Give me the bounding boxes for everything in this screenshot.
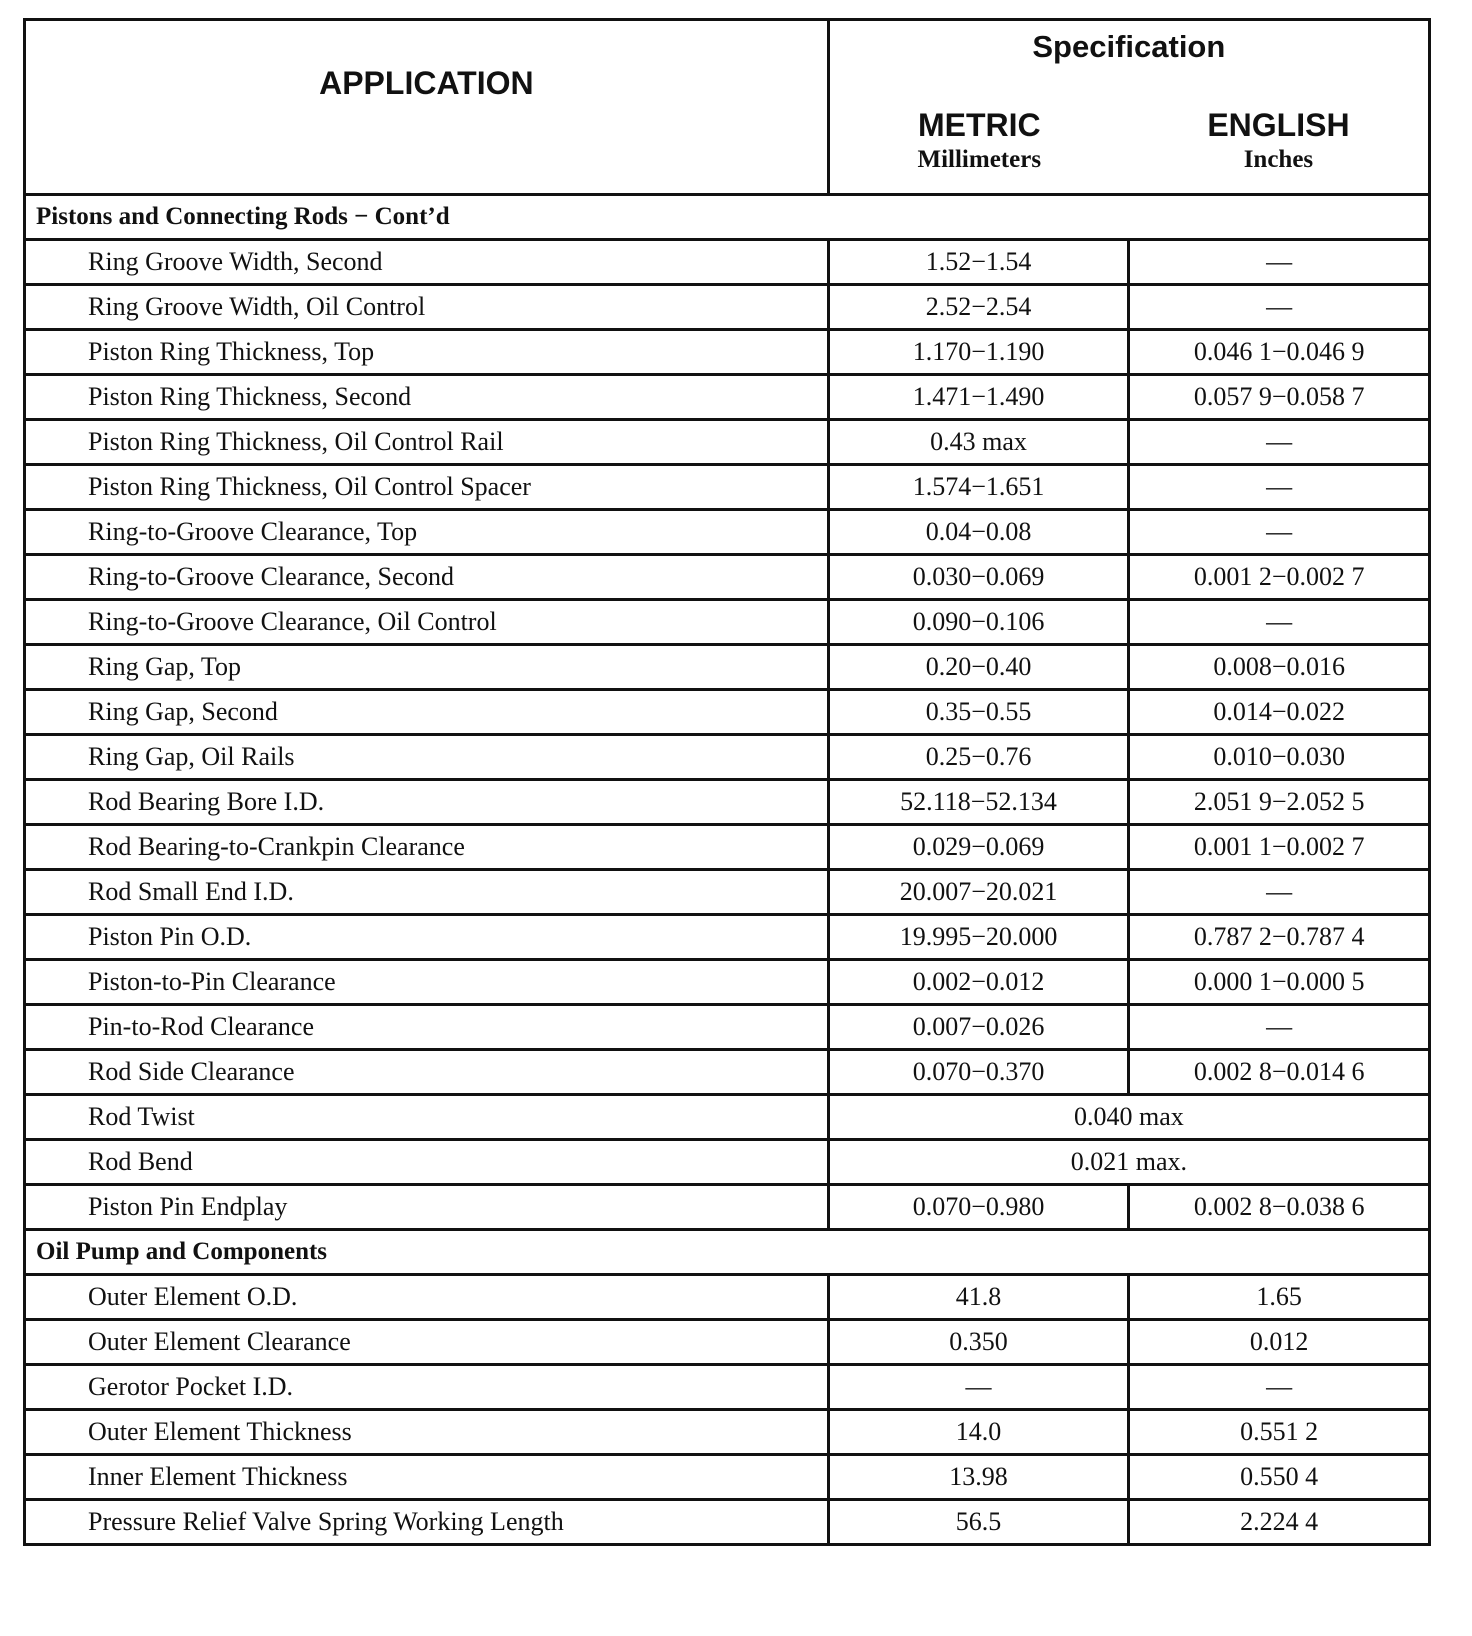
metric-value-cell: 0.029−0.069 [828,825,1129,870]
english-value-cell: — [1129,1365,1430,1410]
section-header-row [25,195,1430,240]
table-row [25,1185,1430,1230]
english-value-cell: 0.046 1−0.046 9 [1129,330,1430,375]
metric-value-cell: 41.8 [828,1275,1129,1320]
application-cell: Piston Pin O.D. [25,915,829,960]
application-cell: Pressure Relief Valve Spring Working Length [25,1500,829,1545]
metric-unit: Millimeters [917,146,1042,173]
application-cell: Piston Ring Thickness, Oil Control Rail [25,420,829,465]
english-unit: Inches [1243,146,1314,173]
metric-value-cell: — [828,1365,1129,1410]
section-title: Oil Pump and Components [25,1230,1430,1275]
application-cell: Pin-to-Rod Clearance [25,1005,829,1050]
application-cell: Ring Groove Width, Oil Control [25,285,829,330]
specification-title: Specification [1032,29,1226,64]
english-header [1129,107,1428,174]
table-row [25,1140,1430,1185]
metric-label: METRIC [917,107,1041,143]
metric-value-cell: 2.52−2.54 [828,285,1129,330]
english-value-cell: 0.057 9−0.058 7 [1129,375,1430,420]
table-row [25,1455,1430,1500]
metric-value-cell: 14.0 [828,1410,1129,1455]
english-value-cell: 0.001 2−0.002 7 [1129,555,1430,600]
metric-value-cell: 0.070−0.980 [828,1185,1129,1230]
table-row [25,465,1430,510]
english-label: ENGLISH [1207,107,1350,143]
english-value-cell: 2.051 9−2.052 5 [1129,780,1430,825]
application-cell: Inner Element Thickness [25,1455,829,1500]
application-cell: Outer Element Thickness [25,1410,829,1455]
application-header: APPLICATION [25,20,829,195]
application-cell: Piston-to-Pin Clearance [25,960,829,1005]
english-value-cell: — [1129,240,1430,285]
specification-table [23,18,1431,1546]
english-value-cell: 0.000 1−0.000 5 [1129,960,1430,1005]
section-header-row [25,1230,1430,1275]
english-value-cell: — [1129,420,1430,465]
english-value-cell: 0.012 [1129,1320,1430,1365]
application-cell: Rod Small End I.D. [25,870,829,915]
application-cell: Ring-to-Groove Clearance, Second [25,555,829,600]
metric-value-cell: 13.98 [828,1455,1129,1500]
metric-value-cell: 0.43 max [828,420,1129,465]
english-value-cell: 1.65 [1129,1275,1430,1320]
table-row [25,285,1430,330]
table-row [25,1500,1430,1545]
english-value-cell: — [1129,465,1430,510]
metric-value-cell: 0.007−0.026 [828,1005,1129,1050]
metric-value-cell: 20.007−20.021 [828,870,1129,915]
metric-value-cell: 0.070−0.370 [828,1050,1129,1095]
english-value-cell: — [1129,1005,1430,1050]
table-row [25,1095,1430,1140]
table-row [25,690,1430,735]
english-value-cell: 0.010−0.030 [1129,735,1430,780]
table-row [25,960,1430,1005]
metric-value-cell: 52.118−52.134 [828,780,1129,825]
table-row [25,1005,1430,1050]
table-row [25,870,1430,915]
section-title: Pistons and Connecting Rods − Cont’d [25,195,1430,240]
combined-value-cell: 0.021 max. [828,1140,1429,1185]
english-value-cell: 0.014−0.022 [1129,690,1430,735]
metric-header [830,107,1129,174]
application-cell: Ring Gap, Second [25,690,829,735]
english-value-cell: 0.002 8−0.014 6 [1129,1050,1430,1095]
english-value-cell: 0.551 2 [1129,1410,1430,1455]
combined-value-cell: 0.040 max [828,1095,1429,1140]
table-row [25,1050,1430,1095]
table-row [25,735,1430,780]
metric-value-cell: 0.090−0.106 [828,600,1129,645]
metric-value-cell: 0.002−0.012 [828,960,1129,1005]
metric-value-cell: 0.35−0.55 [828,690,1129,735]
english-value-cell: — [1129,600,1430,645]
application-cell: Rod Bearing Bore I.D. [25,780,829,825]
metric-value-cell: 0.20−0.40 [828,645,1129,690]
application-cell: Rod Side Clearance [25,1050,829,1095]
application-cell: Gerotor Pocket I.D. [25,1365,829,1410]
table-row [25,600,1430,645]
english-value-cell: 2.224 4 [1129,1500,1430,1545]
application-cell: Ring-to-Groove Clearance, Oil Control [25,600,829,645]
metric-value-cell: 1.52−1.54 [828,240,1129,285]
specification-header [828,20,1429,195]
english-value-cell: — [1129,510,1430,555]
application-cell: Rod Twist [25,1095,829,1140]
table-row [25,375,1430,420]
application-cell: Piston Ring Thickness, Oil Control Spacer [25,465,829,510]
table-row [25,1320,1430,1365]
metric-value-cell: 1.574−1.651 [828,465,1129,510]
metric-value-cell: 1.471−1.490 [828,375,1129,420]
english-value-cell: 0.550 4 [1129,1455,1430,1500]
table-row [25,1410,1430,1455]
english-value-cell: 0.008−0.016 [1129,645,1430,690]
application-cell: Rod Bearing-to-Crankpin Clearance [25,825,829,870]
english-value-cell: — [1129,285,1430,330]
table-row [25,780,1430,825]
table-row [25,240,1430,285]
application-cell: Outer Element O.D. [25,1275,829,1320]
table-row [25,510,1430,555]
table-row [25,330,1430,375]
metric-value-cell: 19.995−20.000 [828,915,1129,960]
english-value-cell: 0.787 2−0.787 4 [1129,915,1430,960]
metric-value-cell: 0.030−0.069 [828,555,1129,600]
application-cell: Ring Groove Width, Second [25,240,829,285]
application-cell: Piston Ring Thickness, Second [25,375,829,420]
table-header [25,20,1430,195]
application-cell: Rod Bend [25,1140,829,1185]
application-cell: Piston Ring Thickness, Top [25,330,829,375]
table-row [25,1275,1430,1320]
metric-value-cell: 1.170−1.190 [828,330,1129,375]
metric-value-cell: 0.04−0.08 [828,510,1129,555]
english-value-cell: 0.001 1−0.002 7 [1129,825,1430,870]
application-cell: Ring-to-Groove Clearance, Top [25,510,829,555]
application-cell: Ring Gap, Top [25,645,829,690]
metric-value-cell: 56.5 [828,1500,1129,1545]
table-row [25,1365,1430,1410]
application-cell: Ring Gap, Oil Rails [25,735,829,780]
table-row [25,915,1430,960]
english-value-cell: 0.002 8−0.038 6 [1129,1185,1430,1230]
table-row [25,420,1430,465]
metric-value-cell: 0.25−0.76 [828,735,1129,780]
english-value-cell: — [1129,870,1430,915]
application-cell: Piston Pin Endplay [25,1185,829,1230]
table-row [25,825,1430,870]
metric-value-cell: 0.350 [828,1320,1129,1365]
table-row [25,645,1430,690]
application-cell: Outer Element Clearance [25,1320,829,1365]
table-row [25,555,1430,600]
